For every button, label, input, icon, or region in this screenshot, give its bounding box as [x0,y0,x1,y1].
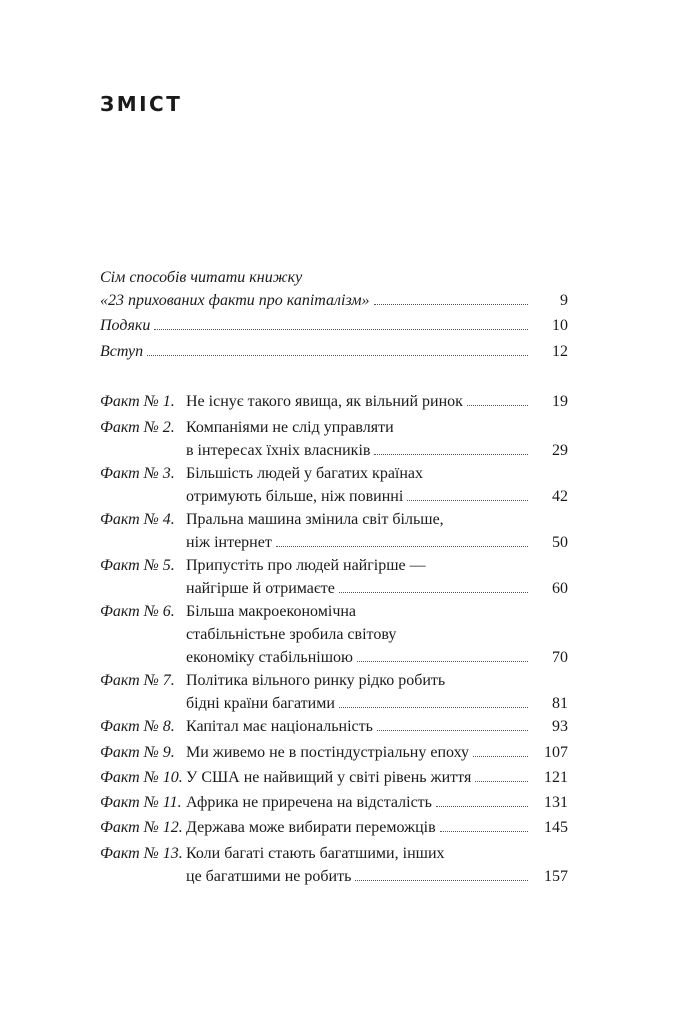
page-number: 12 [552,343,568,360]
page-number: 50 [552,534,568,551]
dot-leader [374,454,528,455]
dot-leader [339,707,528,708]
toc-entry-title-line: Подяки [100,317,151,334]
toc-entry-title-line: Вступ [100,343,144,360]
fact-number-label: Факт № 3. [100,465,175,482]
toc-entry-title-line: «23 прихованих факти про капіталізм» [100,292,370,309]
toc-entry-title-line: Припустіть про людей найгірше — [186,557,426,574]
fact-number-label: Факт № 7. [100,672,175,689]
toc-entry-title-line: Капітал має національність [186,718,373,735]
toc-entry-title-line: Коли багаті стають багатшими, інших [186,845,445,862]
fact-number-label: Факт № 10. [100,769,183,786]
dot-leader [475,781,528,782]
toc-entry-title-line: Держава може вибирати переможців [186,819,436,836]
dot-leader [407,500,528,501]
page-number: 70 [552,649,568,666]
toc-entry-title-line: економіку стабільнішою [186,649,353,666]
toc-entry-title-line: стабільністьне зробила світову [186,626,397,643]
fact-number-label: Факт № 13. [100,845,183,862]
dot-leader [377,730,528,731]
dot-leader [339,592,528,593]
toc-entry-title-line: Ми живемо не в постіндустріальну епоху [186,744,469,761]
page-number: 10 [552,317,568,334]
toc-entry-title-line: Компаніями не слід управляти [186,419,394,436]
fact-number-label: Факт № 6. [100,603,175,620]
page-number: 42 [552,488,568,505]
page-number: 131 [544,794,568,811]
fact-number-label: Факт № 12. [100,819,183,836]
toc-entry-title-line: Не існує такого явища, як вільний ринок [186,393,463,410]
page-number: 93 [552,718,568,735]
dot-leader [357,661,528,662]
toc-entry-title-line: У США не найвищий у світі рівень життя [186,769,472,786]
page-number: 107 [544,744,568,761]
dot-leader [467,405,528,406]
page-number: 9 [560,292,568,309]
fact-number-label: Факт № 2. [100,419,175,436]
fact-number-label: Факт № 8. [100,718,175,735]
page-number: 19 [552,393,568,410]
toc-entry-title-line: це багатшими не робить [186,868,352,885]
dot-leader [276,546,528,547]
dot-leader [440,831,528,832]
toc-entry-title-line: Африка не приречена на відсталість [186,794,432,811]
page-title: ЗМІСТ [100,92,183,116]
page-number: 157 [544,868,568,885]
toc-entry-title-line: Політика вільного ринку рідко робить [186,672,446,689]
toc-entry-title-line: Більша макроекономічна [186,603,357,620]
fact-number-label: Факт № 5. [100,557,175,574]
dot-leader [147,355,528,356]
toc-entry-title-line: Пральна машина змінила світ більше, [186,511,444,528]
fact-number-label: Факт № 11. [100,794,182,811]
dot-leader [154,329,528,330]
toc-entry-title-line: в інтересах їхніх власників [186,442,371,459]
page-number: 121 [544,769,568,786]
dot-leader [355,880,528,881]
dot-leader [374,304,528,305]
page-number: 29 [552,442,568,459]
page-number: 145 [544,819,568,836]
fact-number-label: Факт № 4. [100,511,175,528]
fact-number-label: Факт № 9. [100,744,175,761]
page-number: 60 [552,580,568,597]
toc-entry-title-line: ніж інтернет [186,534,272,551]
toc-entry-title-line: бідні країни багатими [186,695,335,712]
toc-entry-title-line: найгірше й отримаєте [186,580,335,597]
dot-leader [436,806,528,807]
toc-entry-title-line: Більшість людей у багатих країнах [186,465,424,482]
dot-leader [473,756,528,757]
fact-number-label: Факт № 1. [100,393,175,410]
toc-entry-title-line: Сім способів читати книжку [100,269,303,286]
page-number: 81 [552,695,568,712]
toc-entry-title-line: отримують більше, ніж повинні [186,488,404,505]
